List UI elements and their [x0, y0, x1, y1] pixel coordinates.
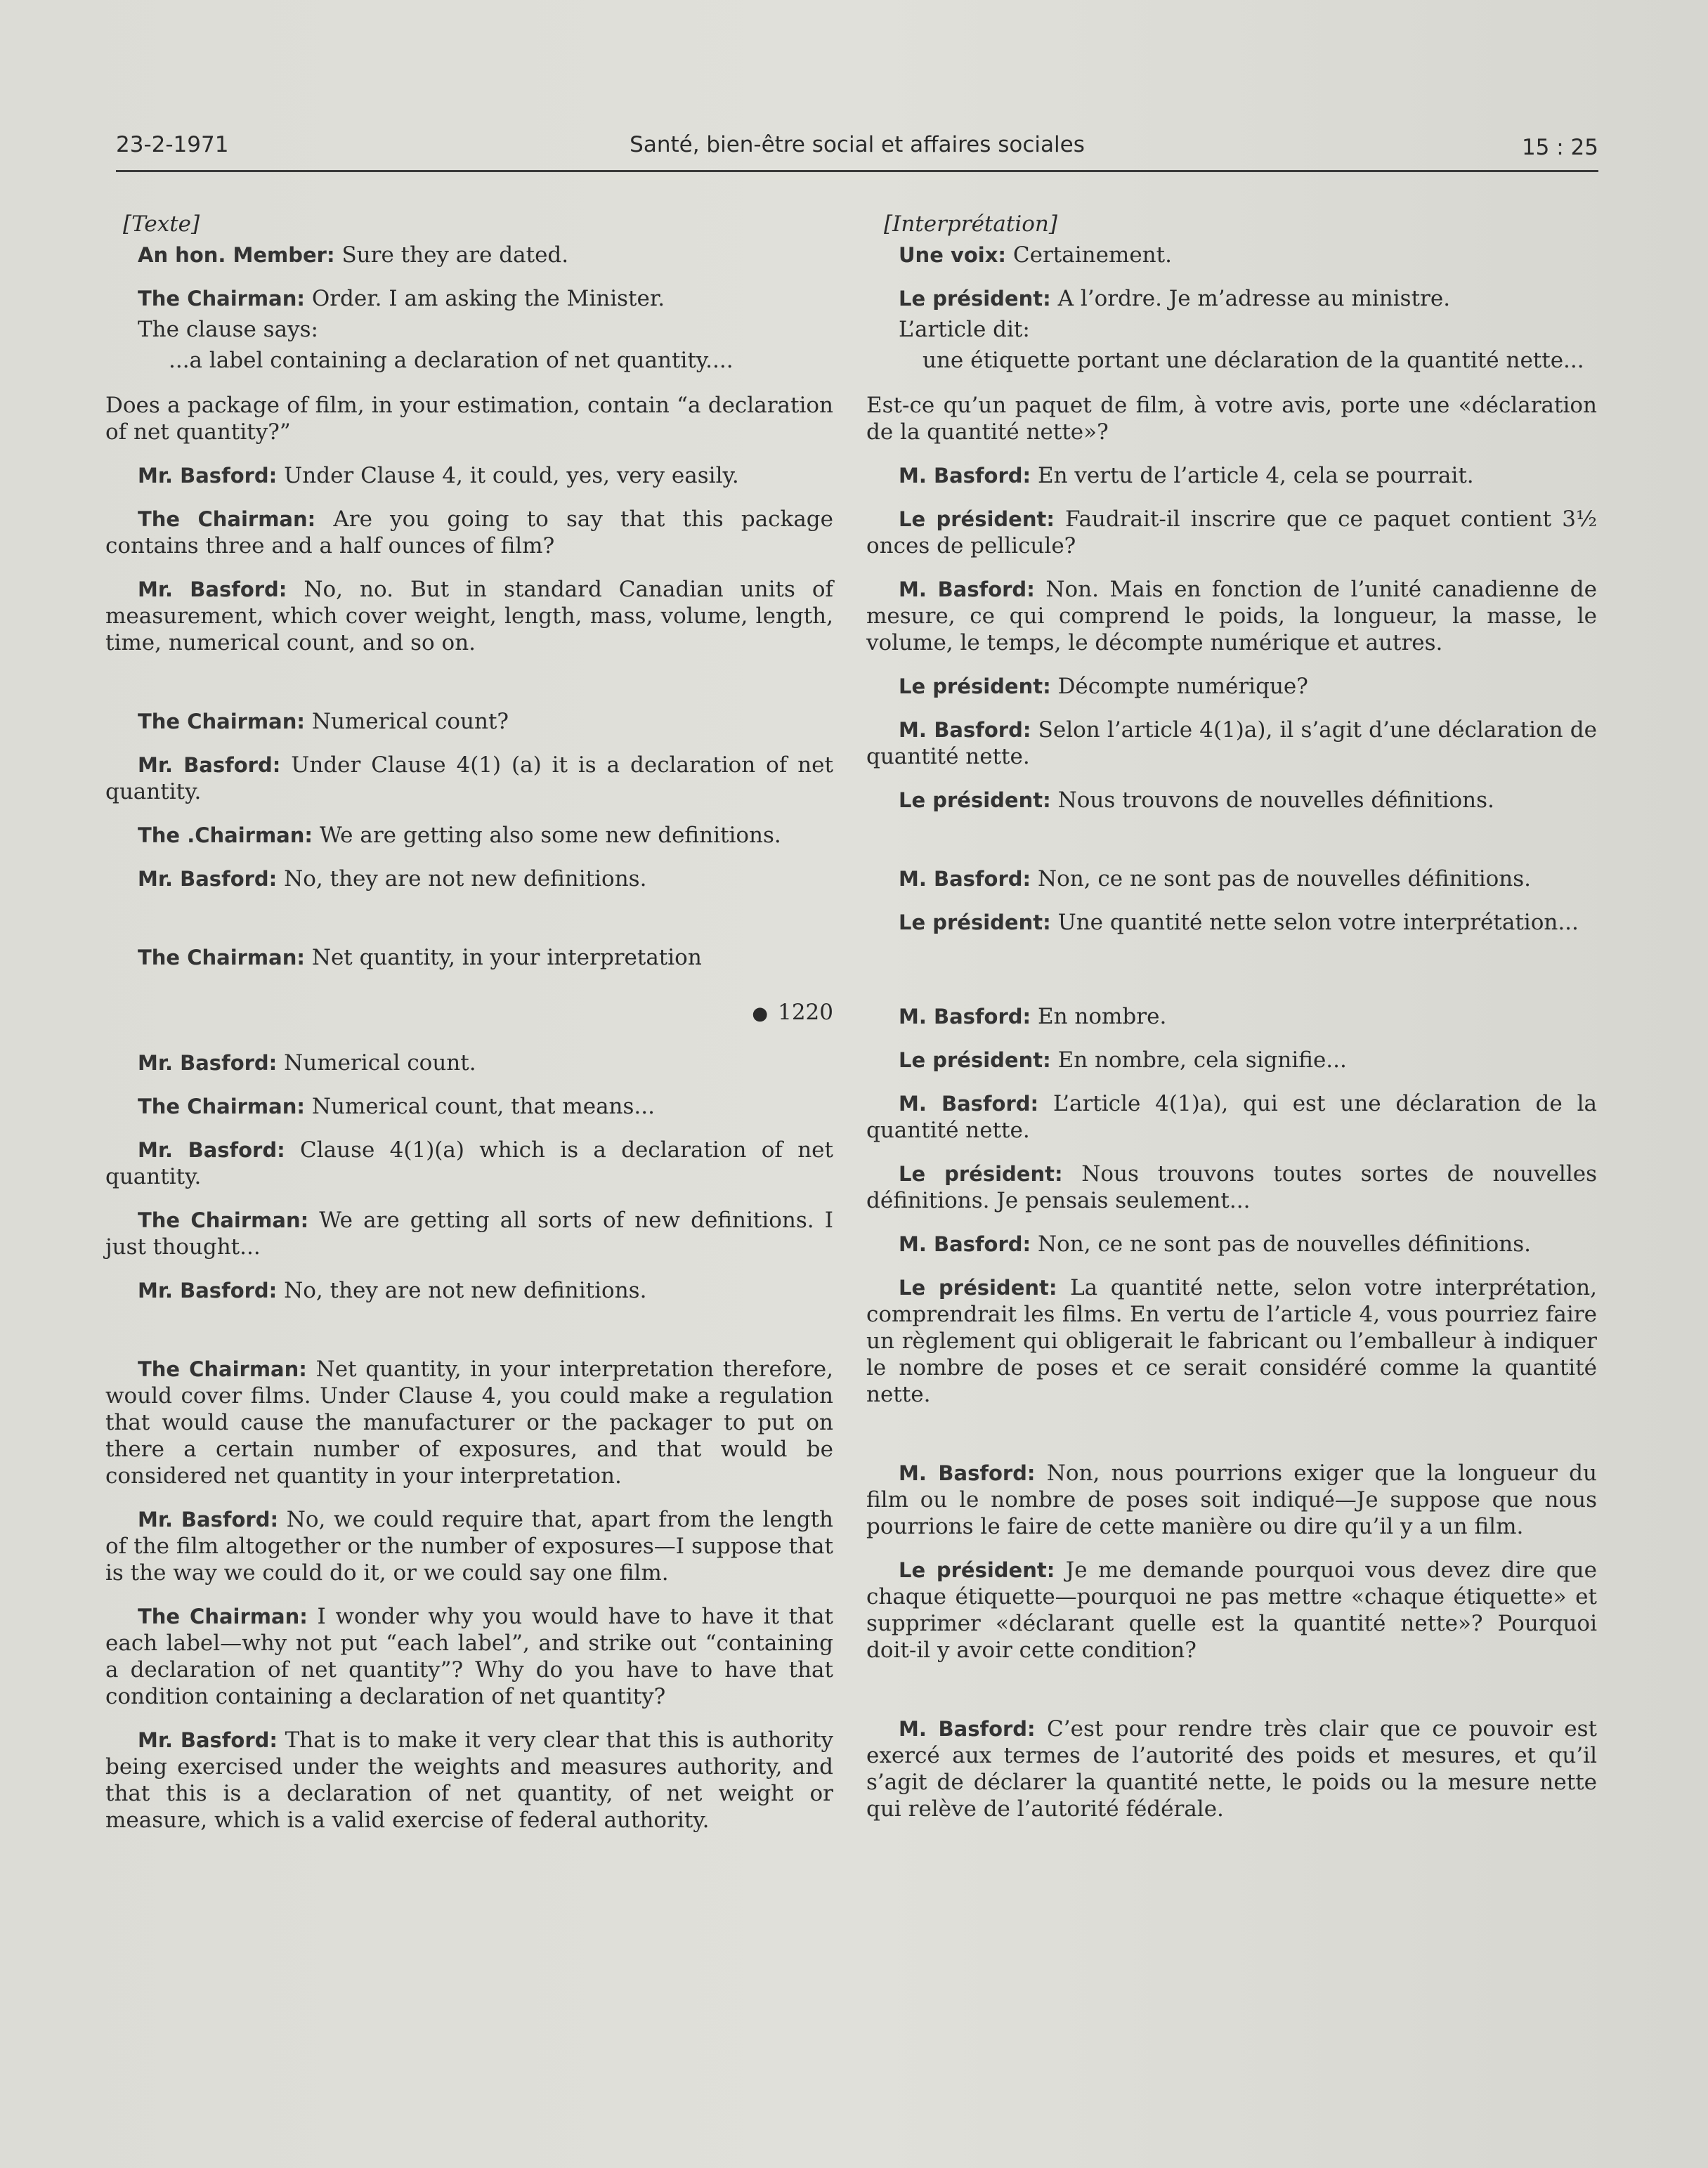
speaker: The Chairman: — [138, 1605, 308, 1628]
speaker: Mr. Basford: — [138, 1508, 279, 1532]
paragraph — [866, 1161, 1597, 1214]
speech: En nombre. — [1031, 1004, 1167, 1029]
speech: Est-ce qu’un paquet de film, à votre avis, porte une «déclaration de la quantité nette»? — [866, 393, 1597, 445]
paragraph — [866, 866, 1597, 892]
speaker: M. Basford: — [899, 1232, 1031, 1256]
header-date: 23-2-1971 — [116, 132, 229, 157]
speech: We are getting also some new definitions. — [312, 823, 781, 848]
quoted-clause — [866, 347, 1597, 374]
speaker: Le président: — [899, 788, 1051, 812]
speaker: M. Basford: — [899, 464, 1031, 488]
speech: Net quantity, in your interpretation — [304, 945, 702, 970]
speaker: Mr. Basford: — [138, 577, 287, 601]
paragraph — [105, 392, 833, 445]
speaker: An hon. Member: — [138, 243, 335, 267]
speech: Non, ce ne sont pas de nouvelles définitions. — [1031, 1232, 1532, 1257]
speaker: The Chairman: — [138, 1208, 309, 1232]
paragraph — [105, 462, 833, 489]
speech: No, we could require that, apart from the length of the film altogether or the number of exposures—I suppose that is the way we could do it, or we could say one film. — [105, 1507, 833, 1586]
paragraph — [105, 1050, 833, 1076]
speaker: Le président: — [899, 507, 1055, 531]
paragraph — [866, 1090, 1597, 1144]
speaker: The Chairman: — [138, 287, 305, 311]
paragraph — [866, 462, 1597, 489]
speech: Je me demande pourquoi vous devez dire que chaque étiquette—pourquoi ne pas mettre «chaque étiquette» et supprimer «déclarant quelle est la quantité nette»? Pourquoi doit-il y avoir cette condition? — [866, 1558, 1597, 1663]
speaker: M. Basford: — [899, 577, 1035, 601]
paragraph — [105, 1207, 833, 1260]
speech: Under Clause 4, it could, yes, very easily. — [277, 463, 739, 488]
speech: Non, nous pourrions exiger que la longueur du film ou le nombre de poses soit indiqué—Je suppose que nous pourrions le faire de cette manière ou dire qu’il y a un film. — [866, 1461, 1597, 1539]
speech: une étiquette portant une déclaration de la quantité nette... — [923, 348, 1584, 373]
speech: Non. Mais en fonction de l’unité canadienne de mesure, ce qui comprend le poids, la longueur, la masse, le volume, le temps, le décompte numérique et autres. — [866, 577, 1598, 655]
speech: La quantité nette, selon votre interprétation, comprendrait les films. En vertu de l’article 4, vous pourriez faire un règlement qui obligerait le fabricant ou l’emballeur à indiquer le nombre de poses et ce serait considéré comme la quantité nette. — [866, 1275, 1597, 1407]
speaker: M. Basford: — [899, 1092, 1039, 1116]
quoted-clause — [105, 347, 833, 374]
paragraph — [866, 1716, 1597, 1822]
speech: Under Clause 4(1) (a) it is a declaration of net quantity. — [105, 752, 833, 804]
speaker: Le président: — [899, 1276, 1057, 1300]
speech: C’est pour rendre très clair que ce pouvoir est exercé aux termes de l’autorité des poids et mesures, et qu’il s’agit de déclarer la quantité nette, le poids ou la mesure nette qui relève de l’autorité fédérale. — [866, 1716, 1597, 1822]
speech: Numerical count, that means... — [304, 1094, 655, 1119]
paragraph — [866, 673, 1597, 700]
paragraph — [105, 576, 833, 656]
paragraph — [105, 944, 833, 971]
paragraph — [866, 1460, 1597, 1540]
speech: Does a package of film, in your estimation, contain “a declaration of net quantity?” — [105, 393, 833, 445]
speaker: The .Chairman: — [138, 823, 313, 847]
paragraph — [866, 1047, 1597, 1073]
english-column — [105, 211, 833, 1850]
speech: Faudrait-il inscrire que ce paquet contient 3½ onces de pellicule? — [866, 507, 1597, 559]
page-header — [116, 126, 1598, 172]
speech: ...a label containing a declaration of net quantity.... — [169, 348, 734, 373]
paragraph — [105, 1093, 833, 1120]
speaker: M. Basford: — [899, 718, 1031, 742]
french-column — [866, 211, 1597, 1839]
paragraph — [866, 1274, 1597, 1408]
paragraph — [105, 285, 833, 312]
speaker: Mr. Basford: — [138, 867, 278, 891]
speaker: Mr. Basford: — [138, 464, 278, 488]
speech: We are getting all sorts of new definitions. I just thought... — [105, 1208, 833, 1260]
paragraph — [866, 909, 1597, 936]
speaker: M. Basford: — [899, 1005, 1031, 1029]
speaker: Le président: — [899, 1162, 1063, 1186]
paragraph — [105, 822, 833, 849]
speech: Certainement. — [1006, 242, 1172, 268]
speech: En nombre, cela signifie... — [1050, 1047, 1347, 1073]
speaker: Le président: — [899, 1558, 1055, 1582]
bullet-icon: ● — [752, 1003, 769, 1024]
speech: That is to make it very clear that this is authority being exercised under the weights and measures authority, and that this is a declaration of net quantity, of net weight or measure, which is a valid exercise of federal authority. — [105, 1728, 833, 1833]
speech: Non, ce ne sont pas de nouvelles définitions. — [1031, 866, 1532, 892]
speech: Are you going to say that this package contains three and a half ounces of film? — [105, 507, 833, 559]
speech: Une quantité nette selon votre interprétation... — [1050, 910, 1579, 935]
speaker: Mr. Basford: — [138, 1279, 278, 1302]
paragraph — [866, 316, 1597, 343]
speech: Décompte numérique? — [1050, 674, 1308, 699]
paragraph — [866, 1231, 1597, 1258]
speaker: M. Basford: — [899, 1461, 1036, 1485]
speech: A l’ordre. Je m’adresse au ministre. — [1050, 286, 1451, 311]
speech: En vertu de l’article 4, cela se pourrait. — [1031, 463, 1474, 488]
speech: Order. I am asking the Minister. — [304, 286, 665, 311]
speech: No, they are not new definitions. — [277, 866, 647, 892]
paragraph — [866, 1557, 1597, 1664]
paragraph — [105, 708, 833, 735]
speaker: Mr. Basford: — [138, 1728, 278, 1752]
speech: Selon l’article 4(1)a), il s’agit d’une déclaration de quantité nette. — [866, 717, 1597, 769]
speech: No, they are not new definitions. — [277, 1278, 647, 1303]
speaker: M. Basford: — [899, 867, 1031, 891]
paragraph — [105, 1727, 833, 1834]
speaker: The Chairman: — [138, 946, 305, 969]
speech: Clause 4(1)(a) which is a declaration of net quantity. — [105, 1137, 833, 1189]
paragraph — [105, 242, 833, 268]
paragraph — [866, 576, 1597, 656]
speaker: The Chairman: — [138, 1095, 305, 1118]
paragraph — [105, 1506, 833, 1586]
header-page-number: 15 : 25 — [1521, 135, 1598, 160]
paragraph — [105, 1603, 833, 1710]
column-label: [Texte] — [123, 211, 200, 237]
column-label: [Interprétation] — [884, 211, 1057, 237]
paragraph — [866, 392, 1597, 445]
paragraph — [866, 1003, 1597, 1030]
speech: The clause says: — [138, 317, 318, 342]
speaker: Le président: — [899, 287, 1051, 311]
speaker: The Chairman: — [138, 710, 305, 733]
paragraph — [105, 316, 833, 343]
speaker: The Chairman: — [138, 507, 316, 531]
speech: Net quantity, in your interpretation therefore, would cover films. Under Clause 4, you could make a regulation that would cause the manufacturer or the packager to put on there a certain number of exposures, and that would be considered net quantity in your interpretation. — [105, 1357, 833, 1489]
speech: No, no. But in standard Canadian units of measurement, which cover weight, length, mass, volume, length, time, numerical count, and so on. — [105, 577, 833, 655]
speaker: Le président: — [899, 1048, 1051, 1072]
speaker: Mr. Basford: — [138, 1138, 285, 1162]
time-marker-value: 1220 — [778, 1000, 833, 1025]
paragraph — [105, 1137, 833, 1190]
speech: Numerical count? — [304, 709, 509, 734]
paragraph — [866, 506, 1597, 559]
paragraph — [105, 752, 833, 805]
paragraph — [105, 1356, 833, 1489]
paragraph — [866, 717, 1597, 770]
speech: I wonder why you would have to have it that each label—why not put “each label”, and strike out “containing a declaration of net quantity”? Why do you have to have that condition containing a declaration of net quantity? — [105, 1604, 833, 1709]
speaker: Le président: — [899, 910, 1051, 934]
speaker: M. Basford: — [899, 1717, 1036, 1741]
speech: L’article 4(1)a), qui est une déclaration de la quantité nette. — [866, 1091, 1597, 1143]
paragraph — [866, 787, 1597, 814]
speech: Numerical count. — [277, 1050, 476, 1076]
paragraph — [105, 506, 833, 559]
speech: Sure they are dated. — [334, 242, 569, 268]
header-title: Santé, bien-être social et affaires sociales — [630, 132, 1085, 157]
speech: Nous trouvons de nouvelles définitions. — [1050, 788, 1494, 813]
speaker: Une voix: — [899, 243, 1007, 267]
time-marker — [105, 999, 833, 1027]
paragraph — [866, 285, 1597, 312]
paragraph — [105, 1277, 833, 1304]
paragraph — [866, 242, 1597, 268]
speaker: Mr. Basford: — [138, 1051, 278, 1075]
paragraph — [105, 866, 833, 892]
speech: L’article dit: — [899, 317, 1030, 342]
speaker: Mr. Basford: — [138, 753, 281, 777]
speaker: Le président: — [899, 674, 1051, 698]
speaker: The Chairman: — [138, 1357, 307, 1381]
speech: Nous trouvons toutes sortes de nouvelles définitions. Je pensais seulement... — [866, 1161, 1597, 1213]
